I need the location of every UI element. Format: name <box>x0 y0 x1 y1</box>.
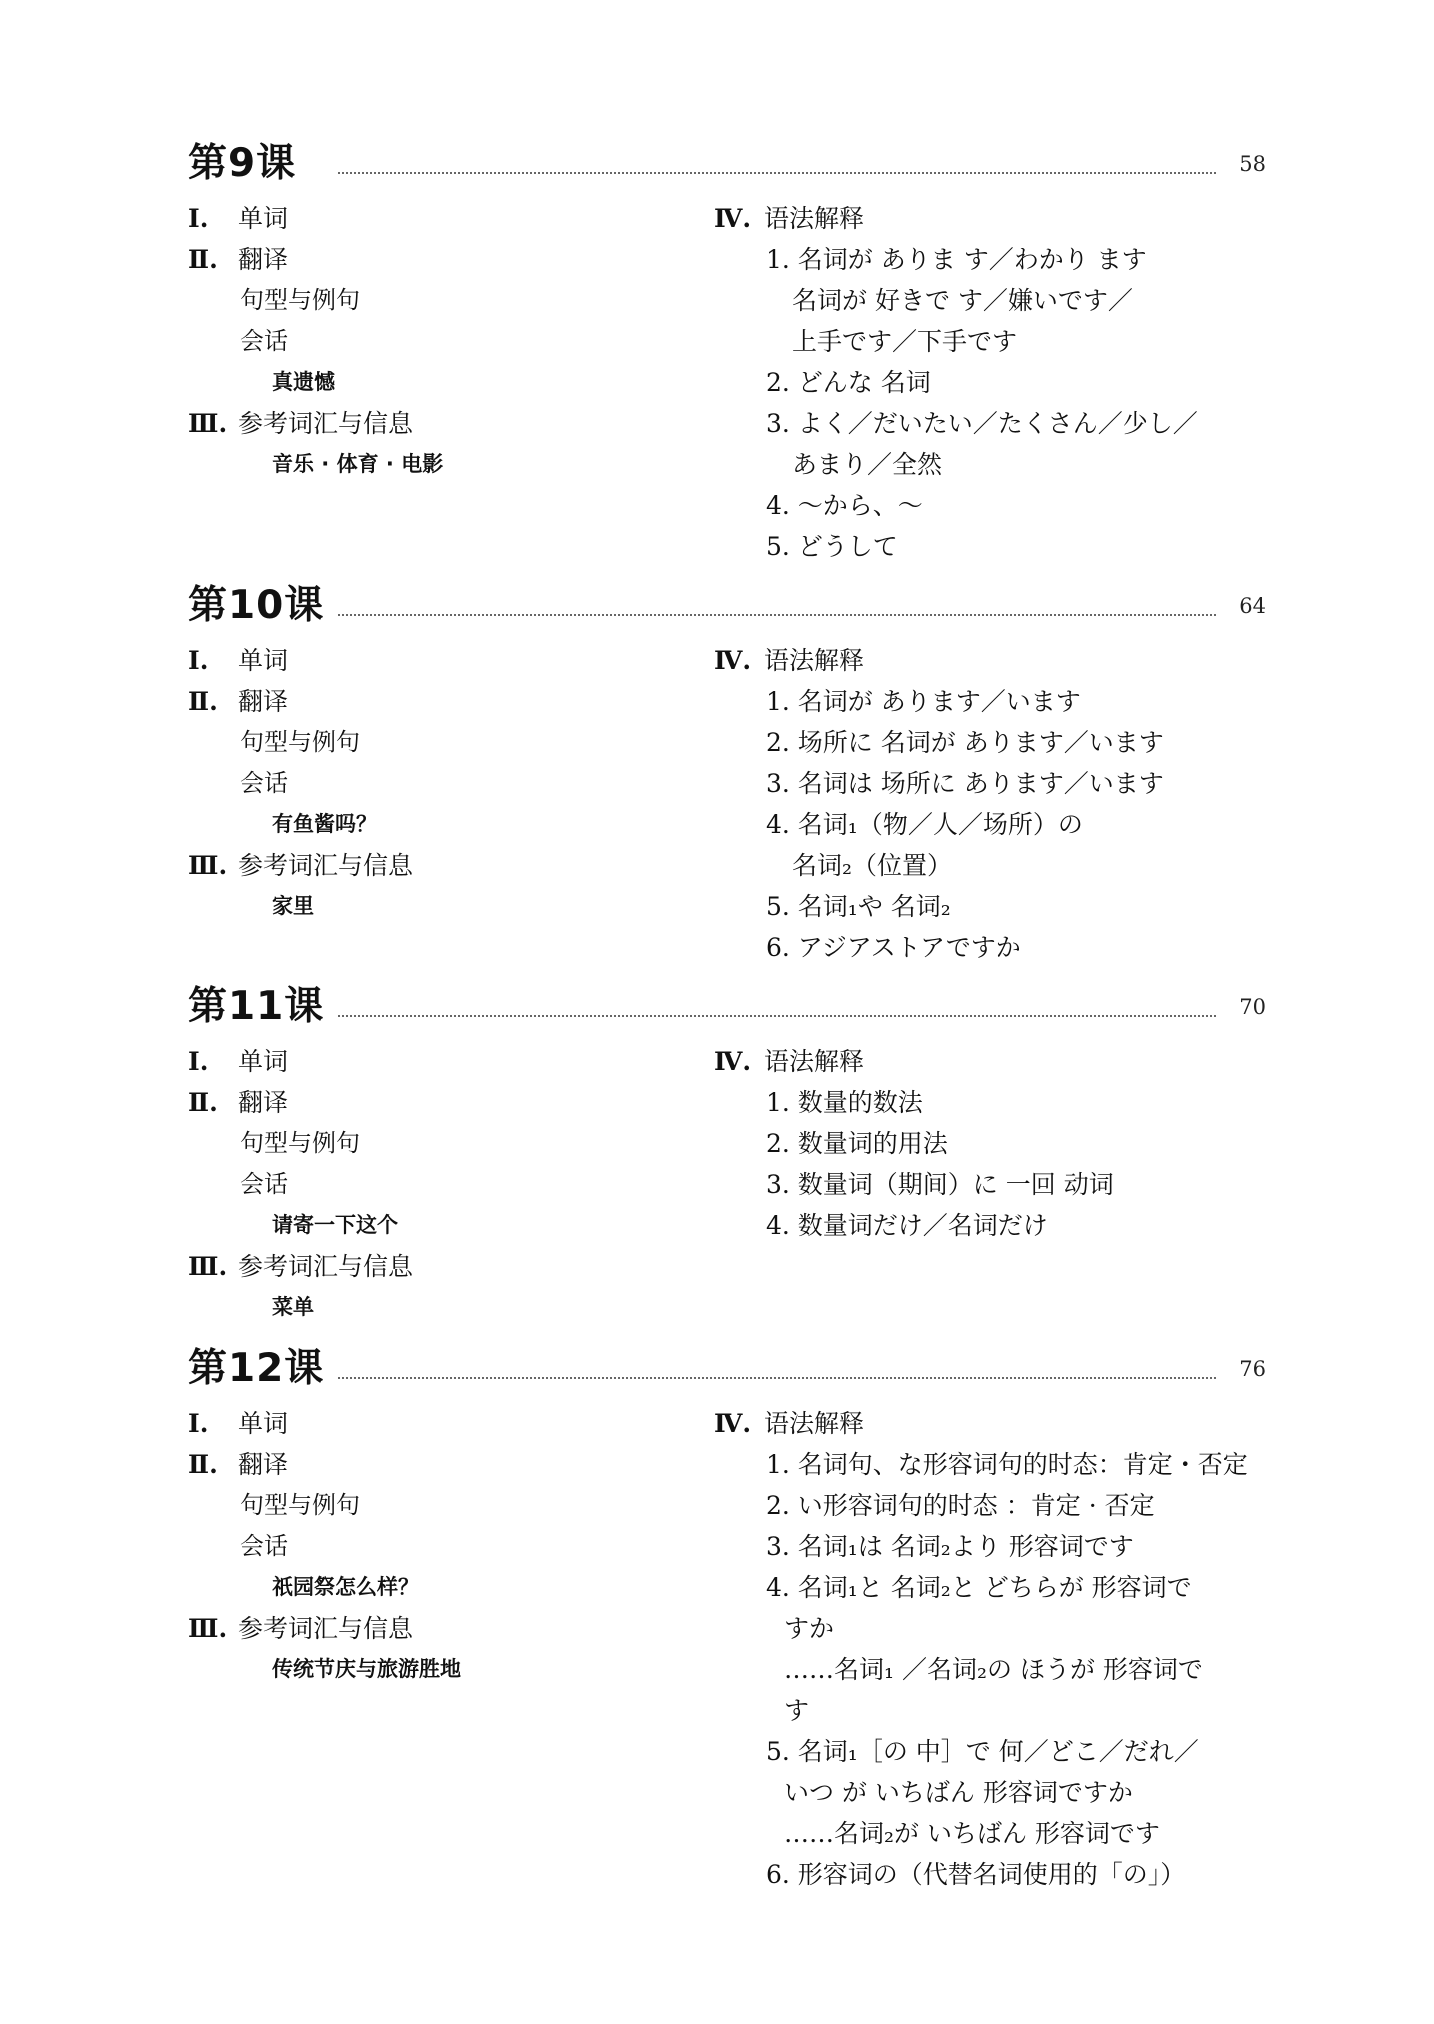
section-number: Ⅳ. <box>714 1047 752 1076</box>
topic-item: 请寄一下这个 <box>272 1213 398 1237</box>
section-number: Ⅰ. <box>188 1409 209 1438</box>
subsection-item: 句型与例句 <box>240 286 360 314</box>
grammar-item-continued: あまり／全然 <box>792 450 943 479</box>
section-title: 翻译 <box>238 245 289 274</box>
section-number: Ⅲ. <box>188 851 228 880</box>
section-heading <box>714 1041 1274 1082</box>
section-heading <box>188 403 688 444</box>
section-heading <box>714 1403 1274 1444</box>
section-title: 单词 <box>238 1409 289 1438</box>
section-number: Ⅱ. <box>188 1088 218 1117</box>
grammar-item: 4. 数量词だけ／名词だけ <box>766 1211 1048 1240</box>
grammar-item-continued: 名词₂（位置） <box>792 851 953 880</box>
section-number: Ⅰ. <box>188 204 209 233</box>
lesson-header <box>188 1343 1266 1403</box>
lesson-entry <box>188 138 1266 561</box>
section-title: 翻译 <box>238 687 289 716</box>
lesson-title[interactable]: 第11课 <box>188 981 334 1033</box>
grammar-item: 2. い形容词句的时态 ：肯定 · 否定 <box>766 1491 1155 1520</box>
grammar-item-continued: ……名词₂が いちばん 形容词です <box>784 1819 1160 1848</box>
topic-item: 音乐 · 体育 · 电影 <box>272 452 444 476</box>
grammar-item: 2. どんな 名词 <box>766 368 931 397</box>
lesson-header <box>188 138 1266 198</box>
topic-item: 真遗憾 <box>272 370 335 394</box>
section-heading <box>188 1082 688 1123</box>
section-heading <box>188 640 688 681</box>
section-heading <box>188 845 688 886</box>
page-number[interactable]: 76 <box>1239 1357 1266 1381</box>
page-number[interactable]: 70 <box>1239 995 1266 1019</box>
section-number: Ⅳ. <box>714 204 752 233</box>
right-column <box>714 1041 1274 1246</box>
left-column <box>188 198 688 485</box>
section-heading <box>188 1246 688 1287</box>
lesson-header <box>188 580 1266 640</box>
grammar-item: 1. 数量的数法 <box>766 1088 923 1117</box>
section-number: Ⅱ. <box>188 1450 218 1479</box>
subsection-item: 会话 <box>240 769 288 797</box>
subsection-item: 会话 <box>240 1170 288 1198</box>
section-title: 参考词汇与信息 <box>238 1614 414 1643</box>
grammar-item: 5. どうして <box>766 532 898 561</box>
section-number: Ⅳ. <box>714 1409 752 1438</box>
grammar-item-continued: 名词が 好きで す／嫌いです／ <box>792 286 1133 315</box>
lesson-entry <box>188 1343 1266 1889</box>
section-number: Ⅲ. <box>188 1614 228 1643</box>
section-number: Ⅰ. <box>188 1047 209 1076</box>
dot-leader <box>338 1015 1216 1017</box>
grammar-item: 2. 场所に 名词が あります／います <box>766 728 1164 757</box>
grammar-item-continued: いつ が いちばん 形容词ですか <box>784 1778 1133 1807</box>
section-heading <box>188 681 688 722</box>
topic-item: 祇园祭怎么样？ <box>272 1575 419 1599</box>
section-title: 语法解释 <box>764 1409 865 1438</box>
grammar-item: 6. 形容词の（代替名词使用的「の」） <box>766 1860 1186 1889</box>
lesson-entry <box>188 981 1266 1319</box>
topic-item: 家里 <box>272 894 314 918</box>
grammar-item-continued: 上手です／下手です <box>792 327 1018 356</box>
grammar-item: 3. 数量词（期间）に 一回 动词 <box>766 1170 1114 1199</box>
lesson-title[interactable]: 第12课 <box>188 1343 334 1395</box>
topic-item: 有鱼酱吗？ <box>272 812 377 836</box>
grammar-item: 5. 名词₁や 名词₂ <box>766 892 951 921</box>
subsection-item: 会话 <box>240 327 288 355</box>
dot-leader <box>338 172 1216 174</box>
lesson-title[interactable]: 第10课 <box>188 580 334 632</box>
subsection-item: 句型与例句 <box>240 728 360 756</box>
grammar-item: 1. 名词が あります／います <box>766 687 1081 716</box>
grammar-item: 3. 名词は 场所に あります／います <box>766 769 1164 798</box>
section-heading <box>188 198 688 239</box>
section-title: 单词 <box>238 646 289 675</box>
section-heading <box>188 1608 688 1649</box>
grammar-item-continued: すか <box>784 1614 835 1643</box>
section-title: 单词 <box>238 1047 289 1076</box>
lesson-title[interactable]: 第9课 <box>188 138 306 190</box>
section-title: 参考词汇与信息 <box>238 409 414 438</box>
grammar-item: 2. 数量词的用法 <box>766 1129 948 1158</box>
section-title: 单词 <box>238 204 289 233</box>
grammar-item: 6. アジアストアですか <box>766 933 1021 962</box>
section-number: Ⅰ. <box>188 646 209 675</box>
section-heading <box>714 640 1274 681</box>
section-title: 语法解释 <box>764 646 865 675</box>
grammar-item: 1. 名词が ありま す／わかり ます <box>766 245 1147 274</box>
grammar-item-continued: す <box>784 1696 810 1725</box>
grammar-item: 4. 名词₁と 名词₂と どちらが 形容词で <box>766 1573 1192 1602</box>
grammar-item: 1. 名词句、な形容词句的时态：肯定・否定 <box>766 1450 1248 1479</box>
grammar-item-continued: ……名词₁ ／名词₂の ほうが 形容词で <box>784 1655 1203 1684</box>
dot-leader <box>338 614 1216 616</box>
grammar-item: 3. 名词₁は 名词₂より 形容词です <box>766 1532 1134 1561</box>
left-column <box>188 640 688 927</box>
section-title: 语法解释 <box>764 1047 865 1076</box>
left-column <box>188 1041 688 1328</box>
section-number: Ⅱ. <box>188 245 218 274</box>
subsection-item: 句型与例句 <box>240 1129 360 1157</box>
section-number: Ⅲ. <box>188 409 228 438</box>
lesson-header <box>188 981 1266 1041</box>
topic-item: 传统节庆与旅游胜地 <box>272 1657 461 1681</box>
section-heading <box>188 1444 688 1485</box>
section-heading <box>188 1041 688 1082</box>
section-number: Ⅱ. <box>188 687 218 716</box>
section-title: 翻译 <box>238 1450 289 1479</box>
section-heading <box>188 239 688 280</box>
lesson-entry <box>188 580 1266 962</box>
subsection-item: 会话 <box>240 1532 288 1560</box>
section-title: 翻译 <box>238 1088 289 1117</box>
right-column <box>714 198 1274 567</box>
topic-item: 菜单 <box>272 1295 314 1319</box>
right-column <box>714 640 1274 968</box>
subsection-item: 句型与例句 <box>240 1491 360 1519</box>
section-title: 语法解释 <box>764 204 865 233</box>
section-number: Ⅳ. <box>714 646 752 675</box>
section-heading <box>188 1403 688 1444</box>
left-column <box>188 1403 688 1690</box>
section-number: Ⅲ. <box>188 1252 228 1281</box>
page-number[interactable]: 64 <box>1239 594 1266 618</box>
section-title: 参考词汇与信息 <box>238 1252 414 1281</box>
page-number[interactable]: 58 <box>1239 152 1266 176</box>
grammar-item: 4. 名词₁（物／人／场所）の <box>766 810 1083 839</box>
right-column <box>714 1403 1274 1895</box>
grammar-item: 5. 名词₁［の 中］で 何／どこ／だれ／ <box>766 1737 1199 1766</box>
dot-leader <box>338 1377 1216 1379</box>
section-heading <box>714 198 1274 239</box>
grammar-item: 4. ～から、～ <box>766 491 923 520</box>
grammar-item: 3. よく／だいたい／たくさん／少し／ <box>766 409 1198 438</box>
section-title: 参考词汇与信息 <box>238 851 414 880</box>
